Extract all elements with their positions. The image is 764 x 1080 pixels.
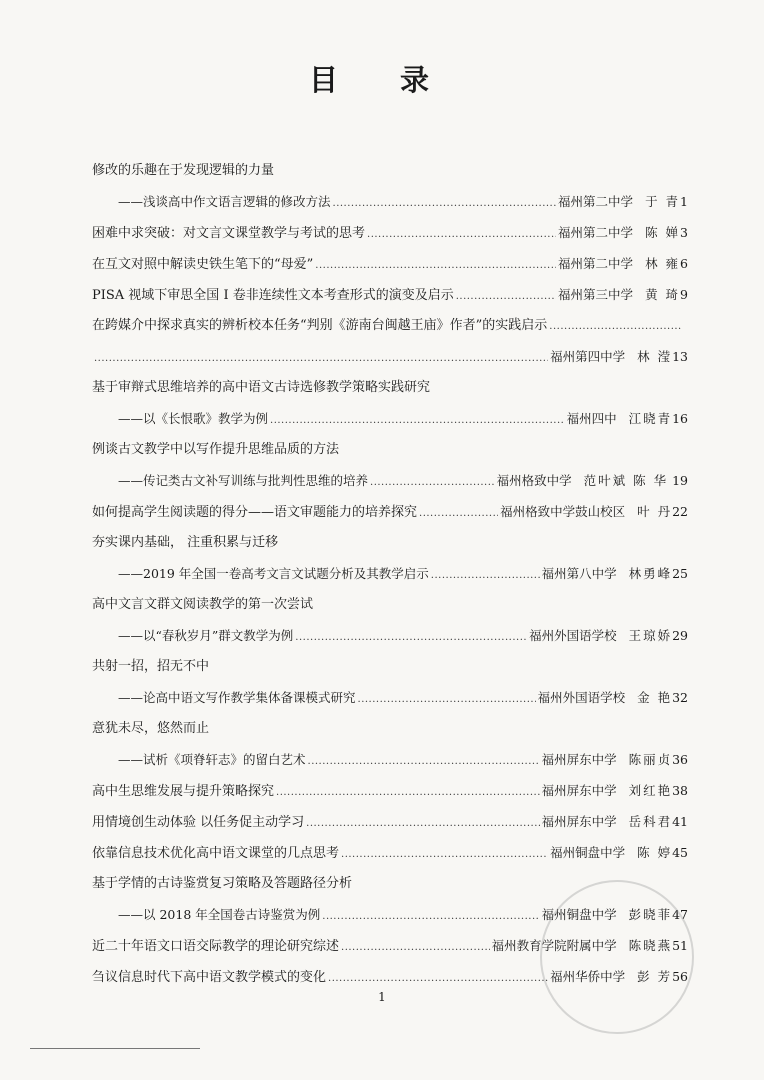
toc-entry-title: ——传记类古文补写训练与批判性思维的培养	[118, 473, 369, 488]
leader-dots	[308, 750, 540, 773]
toc-entry-page: 9	[680, 287, 688, 302]
toc-entry[interactable]	[92, 253, 688, 275]
toc-entry-school: 福州格致中学鼓山校区	[500, 504, 626, 519]
leader-dots	[333, 192, 557, 215]
toc-entry-title: 近二十年语文口语交际教学的理论研究综述	[92, 939, 340, 954]
toc-heading	[92, 656, 684, 678]
toc-entry-author: 陈丽贞	[628, 752, 673, 767]
toc-entry-school: 福州外国语学校	[537, 690, 626, 705]
toc-entry-title: 在跨媒介中探求真实的辨析校本任务“判别《游南台闽越王庙》作者”的实践启示	[92, 318, 548, 333]
toc-entry[interactable]	[118, 563, 688, 585]
toc-entry-title: 高中生思维发展与提升策略探究	[92, 784, 275, 799]
toc-entry-title: 基于审辩式思维培养的高中语文古诗选修教学策略实践研究	[92, 380, 431, 395]
toc-entry[interactable]	[118, 687, 688, 709]
leader-dots	[358, 688, 536, 711]
stamp-seal	[540, 880, 694, 1034]
toc-entry-title: ——浅谈高中作文语言逻辑的修改方法	[118, 194, 331, 209]
toc-entry-page: 6	[680, 256, 688, 271]
toc-entry[interactable]	[92, 346, 688, 368]
toc-entry-author: 黄 琦	[645, 287, 681, 302]
toc-entry-school: 福州第二中学	[558, 194, 634, 209]
toc-entry-title: 困难中求突破：对文言文课堂教学与考试的思考	[92, 226, 366, 241]
toc-entry-school: 福州屏东中学	[541, 814, 617, 829]
toc-entry[interactable]	[118, 191, 688, 213]
toc-entry-title: 刍议信息时代下高中语文教学模式的变化	[92, 970, 327, 985]
toc-entry-school: 福州格致中学	[496, 473, 572, 488]
toc-entry-school: 福州铜盘中学	[541, 907, 617, 922]
toc-entry-title: ——论高中语文写作教学集体备课模式研究	[118, 690, 356, 705]
leader-dots	[270, 409, 565, 432]
toc-entry-author: 陈 婷	[637, 845, 673, 860]
toc-heading	[92, 160, 684, 182]
toc-entry[interactable]	[92, 842, 688, 864]
toc-entry-title: 修改的乐趣在于发现逻辑的力量	[92, 163, 275, 178]
toc-entry-school: 福州第八中学	[541, 566, 617, 581]
toc-entry-page: 38	[672, 783, 688, 798]
toc-heading	[92, 532, 684, 554]
toc-entry-page: 13	[672, 349, 688, 364]
toc-entry-school: 福州铜盘中学	[550, 845, 626, 860]
toc-entry-page: 41	[672, 814, 688, 829]
leader-dots	[367, 223, 556, 246]
leader-dots	[431, 564, 540, 587]
page-number: 1	[378, 990, 386, 1004]
toc-entry-author: 江晓青	[628, 411, 673, 426]
toc-entry[interactable]	[92, 811, 688, 833]
toc-entry-author: 于 青	[645, 194, 681, 209]
toc-entry-school: 福州外国语学校	[529, 628, 617, 643]
toc-entry-title: 如何提高学生阅读题的得分——语文审题能力的培养探究	[92, 505, 418, 520]
toc-entry-title: PISA 视域下审思全国 I 卷非连续性文本考查形式的演变及启示	[92, 288, 454, 303]
leader-dots	[549, 315, 682, 338]
leader-dots	[276, 781, 540, 804]
leader-dots	[94, 347, 548, 370]
toc-heading	[92, 718, 684, 740]
toc-entry-title: 夯实课内基础， 注重积累与迁移	[92, 535, 279, 550]
toc-entry-school: 福州第三中学	[558, 287, 634, 302]
toc-entry[interactable]	[92, 780, 688, 802]
toc-entry-author: 范叶斌 陈 华	[583, 473, 669, 488]
toc-entry-title: 高中文言文群文阅读教学的第一次尝试	[92, 597, 314, 612]
toc-entry-author: 金 艳	[637, 690, 673, 705]
toc-entry-page: 1	[680, 194, 688, 209]
leader-dots	[328, 967, 548, 990]
toc-entry-author: 彭 芳	[637, 969, 673, 984]
toc-entry-author: 刘红艳	[628, 783, 673, 798]
leader-dots	[306, 812, 539, 835]
toc-entry-author: 陈 婵	[645, 225, 681, 240]
leader-dots	[370, 471, 495, 494]
toc-entry-page: 16	[672, 411, 688, 426]
toc-entry-title: ——以 2018 年全国卷古诗鉴赏为例	[118, 907, 321, 922]
toc-entry-page: 47	[672, 907, 688, 922]
toc-entry[interactable]	[118, 625, 688, 647]
toc-entry-title: 在互文对照中解读史铁生笔下的“母爱”	[92, 257, 314, 272]
toc-entry-school: 福州教育学院附属中学	[491, 938, 617, 953]
toc-entry-title: ——以“春秋岁月”群文教学为例	[118, 628, 294, 643]
toc-entry[interactable]	[92, 315, 684, 337]
toc-heading	[92, 377, 684, 399]
toc-entry-school: 福州华侨中学	[550, 969, 626, 984]
toc-entry-author: 岳科君	[628, 814, 673, 829]
toc-entry-page: 51	[672, 938, 688, 953]
toc-entry-school: 福州第四中学	[550, 349, 626, 364]
toc-entry[interactable]	[92, 501, 688, 523]
toc-entry-title: ——2019 年全国一卷高考文言文试题分析及其教学启示	[118, 566, 429, 581]
toc-entry-title: ——以《长恨歌》教学为例	[118, 411, 269, 426]
toc-entry-school: 福州第二中学	[558, 225, 634, 240]
toc-entry-author: 林勇峰	[628, 566, 673, 581]
toc-heading	[92, 439, 684, 461]
leader-dots	[341, 843, 548, 866]
toc-entry-author: 林 滢	[637, 349, 673, 364]
toc-entry-school: 福州屏东中学	[541, 752, 617, 767]
toc-entry-title: 意犹未尽，悠然而止	[92, 721, 210, 736]
toc-entry[interactable]	[92, 284, 688, 306]
toc-entry-page: 19	[672, 473, 688, 488]
toc-entry-page: 22	[672, 504, 688, 519]
page-title: 目 录	[308, 63, 456, 97]
toc-entry-title: 依靠信息技术优化高中语文课堂的几点思考	[92, 846, 340, 861]
leader-dots	[456, 285, 556, 308]
toc-entry-author: 叶 丹	[637, 504, 673, 519]
leader-dots	[322, 905, 539, 928]
toc-entry-school: 福州屏东中学	[541, 783, 617, 798]
leader-dots	[341, 936, 490, 959]
toc-entry[interactable]	[92, 222, 688, 244]
leader-dots	[295, 626, 527, 649]
toc-entry-page: 25	[672, 566, 688, 581]
toc-entry-author: 陈晓燕	[628, 938, 673, 953]
toc-entry-author: 彭晓菲	[628, 907, 673, 922]
toc-entry[interactable]	[118, 470, 688, 492]
toc-entry-author: 王琼娇	[628, 628, 673, 643]
toc-entry-page: 3	[680, 225, 688, 240]
toc-entry-page: 29	[672, 628, 688, 643]
toc-entry-page: 56	[672, 969, 688, 984]
toc-entry[interactable]	[118, 749, 688, 771]
toc-entry-school: 福州四中	[566, 411, 617, 426]
toc-entry[interactable]	[118, 408, 688, 430]
toc-entry-page: 45	[672, 845, 688, 860]
toc-entry-title: 例谈古文教学中以写作提升思维品质的方法	[92, 442, 340, 457]
toc-entry-author: 林 雍	[645, 256, 681, 271]
toc-entry-title: 共射一招，招无不中	[92, 659, 210, 674]
toc-entry-page: 36	[672, 752, 688, 767]
toc-entry-title: 基于学情的古诗鉴赏复习策略及答题路径分析	[92, 876, 353, 891]
footer-line	[30, 1048, 200, 1049]
toc-entry-school: 福州第二中学	[558, 256, 634, 271]
leader-dots	[315, 254, 556, 277]
toc-entry-title: 用情境创生动体验 以任务促主动学习	[92, 815, 305, 830]
toc-heading	[92, 594, 684, 616]
toc-entry-title: ——试析《项脊轩志》的留白艺术	[118, 752, 306, 767]
leader-dots	[419, 502, 498, 525]
toc-entry-page: 32	[672, 690, 688, 705]
